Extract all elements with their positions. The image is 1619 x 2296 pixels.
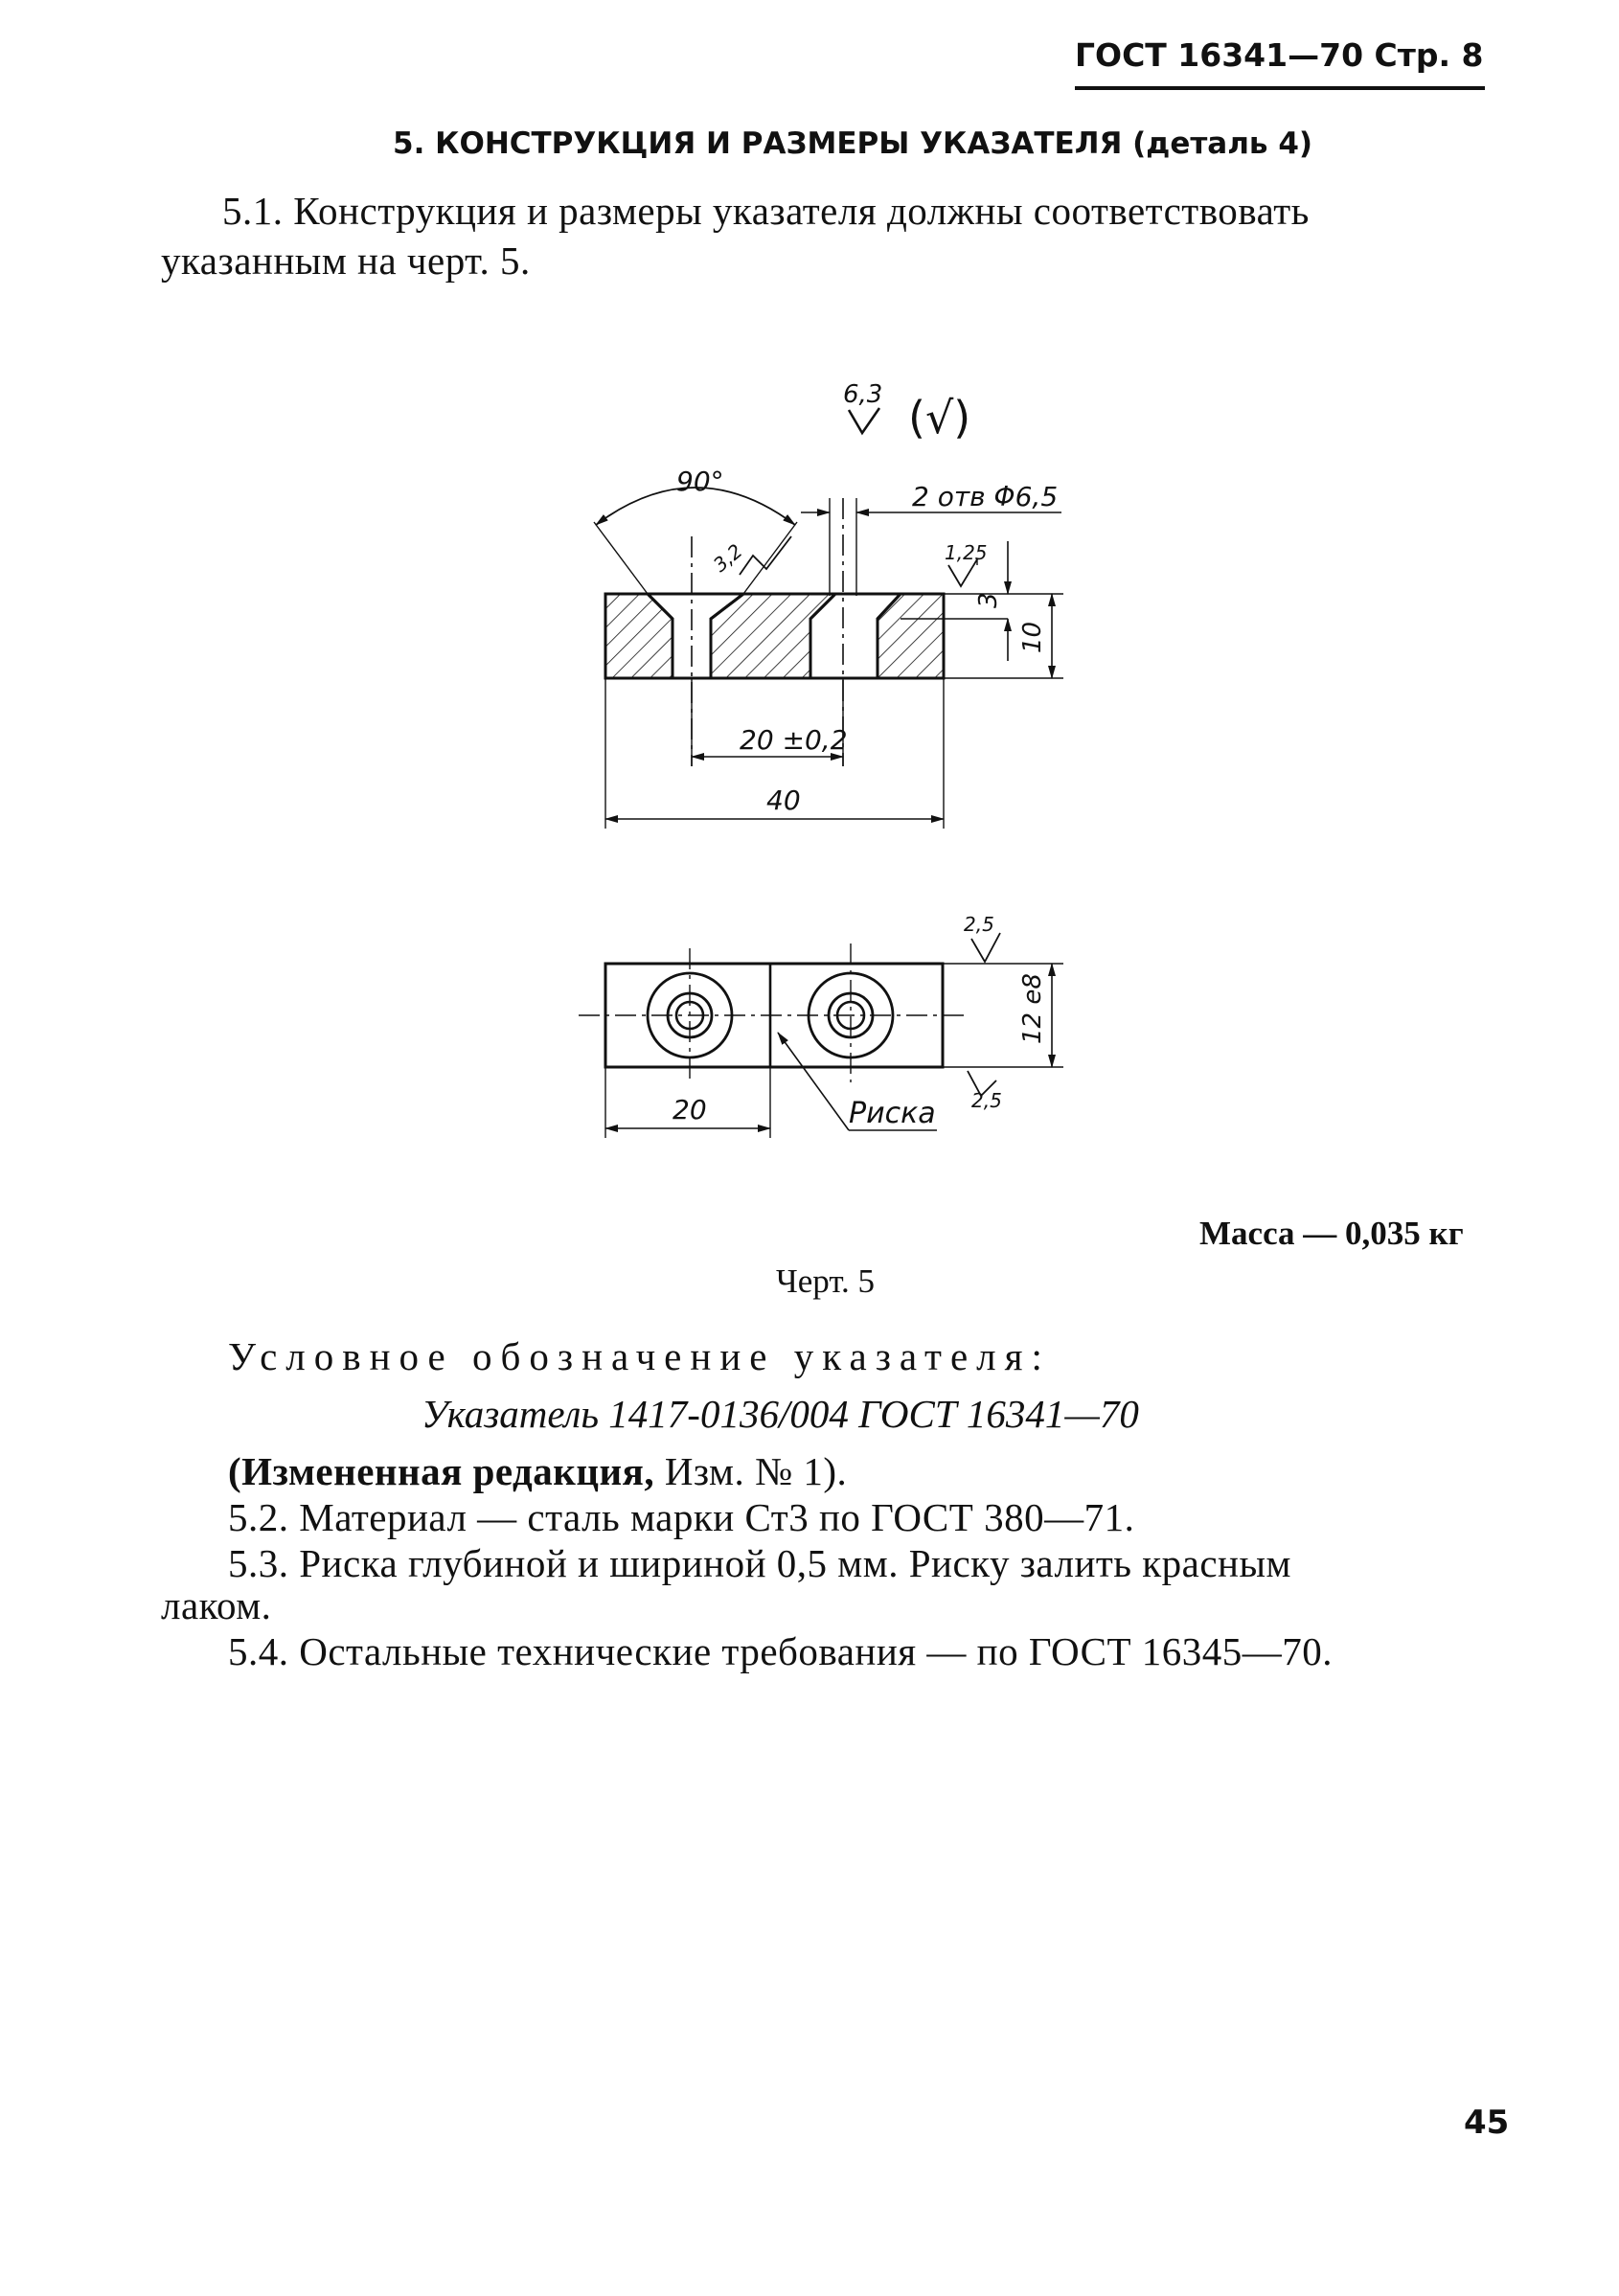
svg-text:10: 10 (1018, 621, 1047, 653)
section-view (594, 466, 1063, 829)
revision-note-bold: (Измененная редакция, (228, 1449, 655, 1493)
revision-note (228, 1448, 847, 1494)
svg-text:2,5: 2,5 (971, 1089, 1002, 1112)
designation-heading: Условное обозначение указателя: (228, 1334, 1051, 1378)
paragraph-5-2: 5.2. Материал — сталь марки Ст3 по ГОСТ 380—71. (228, 1495, 1135, 1539)
svg-text:(√): (√) (908, 392, 971, 443)
plan-view (579, 913, 1063, 1138)
paragraph-5-1-line-2: указанным на черт. 5. (161, 239, 531, 283)
section-title: 5. КОНСТРУКЦИЯ И РАЗМЕРЫ УКАЗАТЕЛЯ (деталь 4) (393, 126, 1313, 161)
paragraph-5-4: 5.4. Остальные технические требования — по ГОСТ 16345—70. (228, 1629, 1334, 1673)
document-header: ГОСТ 16341—70 Стр. 8 (1075, 36, 1484, 74)
svg-text:6,3: 6,3 (843, 380, 883, 409)
figure-caption: Черт. 5 (776, 1262, 875, 1300)
svg-text:12 е8: 12 е8 (1018, 973, 1047, 1044)
svg-text:20: 20 (673, 1094, 707, 1125)
svg-text:2,5: 2,5 (964, 913, 994, 936)
paragraph-5-3-line-2: лаком. (161, 1583, 272, 1627)
svg-text:90°: 90° (676, 466, 724, 497)
page-number: 45 (1464, 2103, 1510, 2142)
svg-text:40: 40 (766, 784, 801, 816)
revision-note-rest: Изм. № 1). (654, 1449, 848, 1493)
svg-text:3: 3 (974, 592, 1003, 608)
designation-example: Указатель 1417-0136/004 ГОСТ 16341—70 (422, 1392, 1139, 1436)
svg-text:Риска: Риска (849, 1097, 936, 1130)
svg-text:1,25: 1,25 (945, 541, 988, 564)
svg-text:20 ±0,2: 20 ±0,2 (740, 724, 848, 756)
svg-text:3,2: 3,2 (708, 538, 747, 577)
paragraph-5-3-line-1: 5.3. Риска глубиной и шириной 0,5 мм. Риску залить красным (228, 1541, 1291, 1585)
roughness-general-symbol (841, 380, 970, 443)
paragraph-5-1-line-1: 5.1. Конструкция и размеры указателя должны соответствовать (222, 189, 1310, 233)
svg-text:2 отв Φ6,5: 2 отв Φ6,5 (912, 481, 1059, 512)
mass-label: Масса — 0,035 кг (1199, 1215, 1464, 1252)
